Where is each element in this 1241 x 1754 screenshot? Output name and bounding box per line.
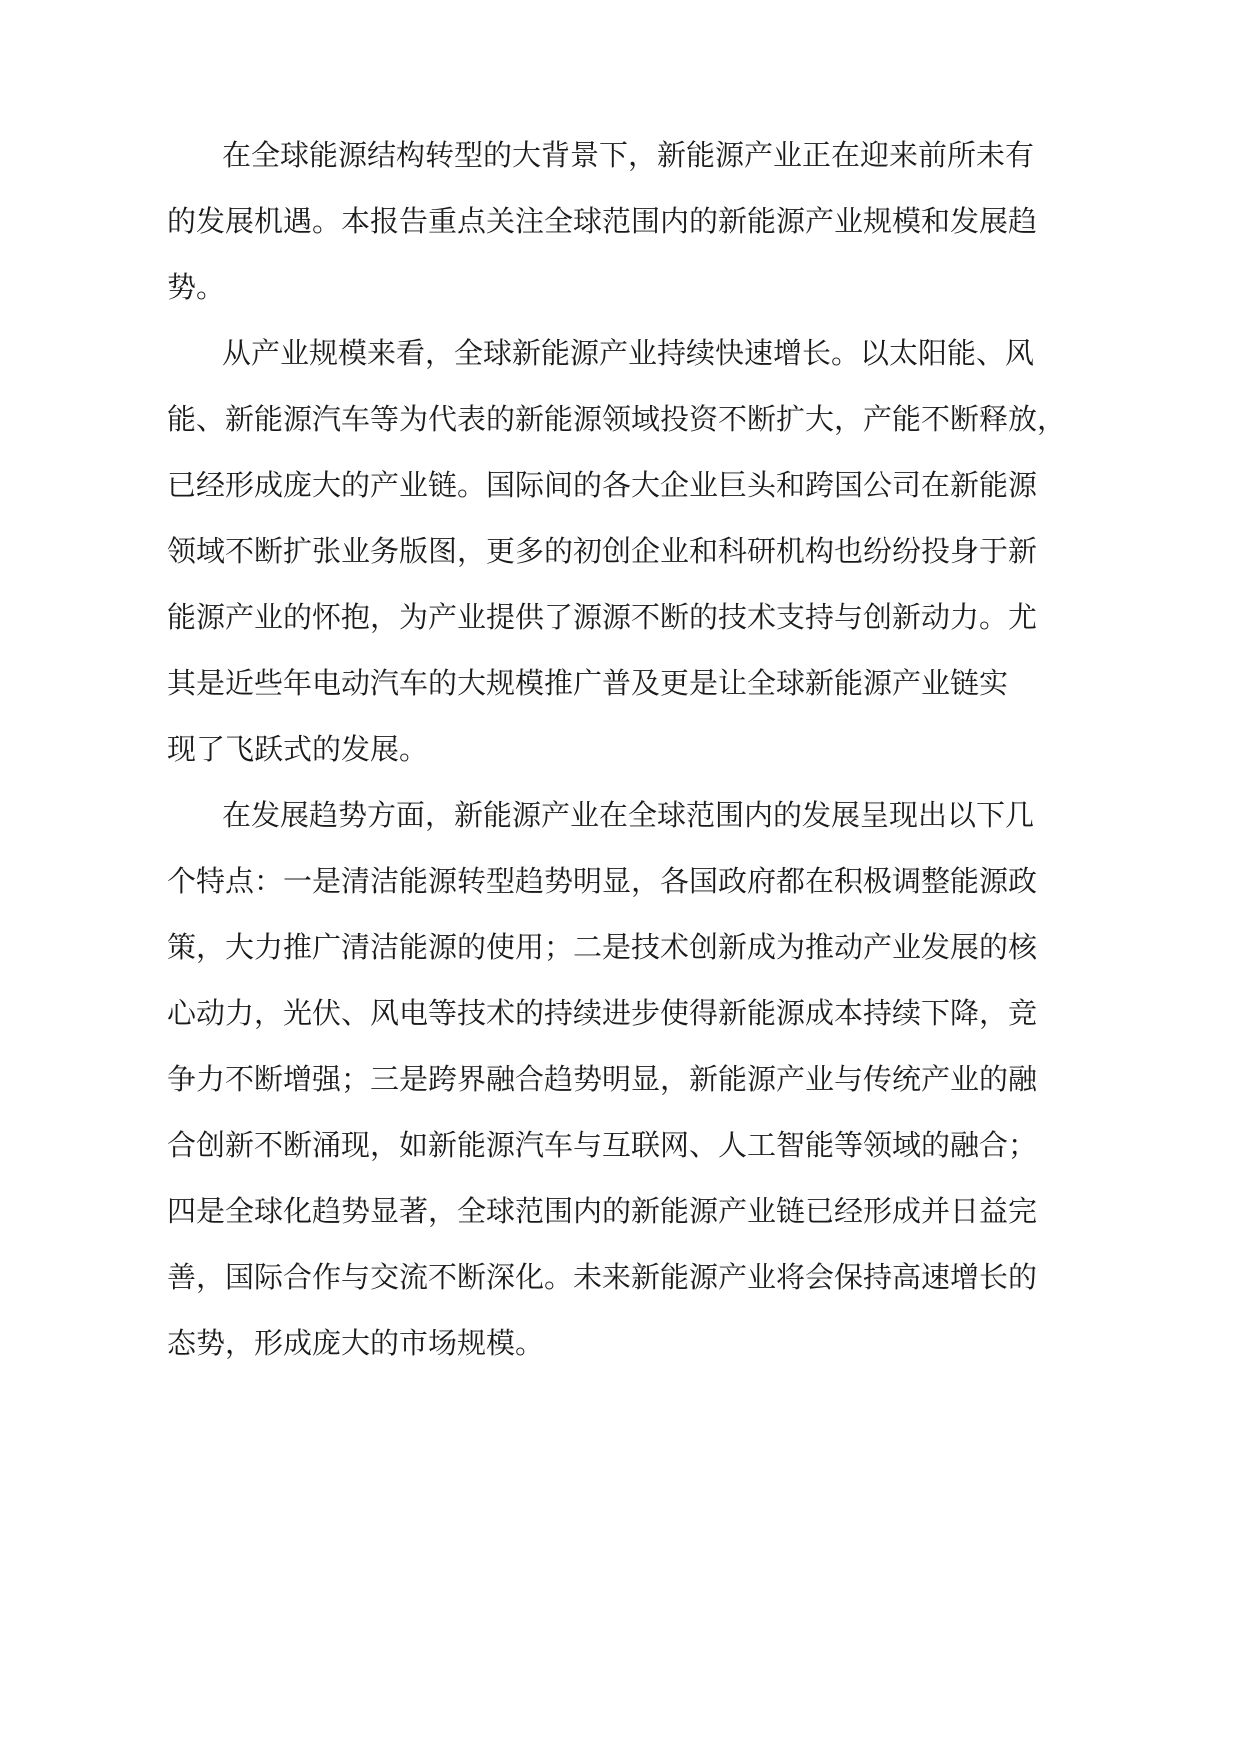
paragraph-3-line-3: 策，大力推广清洁能源的使用；二是技术创新成为推动产业发展的核 — [167, 930, 1038, 964]
paragraph-2-line-1: 从产业规模来看，全球新能源产业持续快速增长。以太阳能、风 — [222, 336, 1035, 370]
paragraph-2-line-5: 能源产业的怀抱，为产业提供了源源不断的技术支持与创新动力。尤 — [167, 600, 1038, 634]
paragraph-2-line-3: 已经形成庞大的产业链。国际间的各大企业巨头和跨国公司在新能源 — [167, 468, 1038, 502]
paragraph-1-line-3: 势。 — [167, 270, 226, 304]
paragraph-2-line-4: 领域不断扩张业务版图，更多的初创企业和科研机构也纷纷投身于新 — [167, 534, 1038, 568]
paragraph-1-line-1: 在全球能源结构转型的大背景下，新能源产业正在迎来前所未有 — [222, 138, 1035, 172]
paragraph-2-line-7: 现了飞跃式的发展。 — [167, 732, 429, 766]
paragraph-3-line-1: 在发展趋势方面，新能源产业在全球范围内的发展呈现出以下几 — [222, 798, 1035, 832]
paragraph-2-line-2: 能、新能源汽车等为代表的新能源领域投资不断扩大，产能不断释放， — [167, 402, 1067, 436]
paragraph-3-line-8: 善，国际合作与交流不断深化。未来新能源产业将会保持高速增长的 — [167, 1260, 1038, 1294]
paragraph-3-line-2: 个特点：一是清洁能源转型趋势明显，各国政府都在积极调整能源政 — [167, 864, 1038, 898]
paragraph-3-line-6: 合创新不断涌现，如新能源汽车与互联网、人工智能等领域的融合； — [167, 1128, 1038, 1162]
paragraph-2-line-6: 其是近些年电动汽车的大规模推广普及更是让全球新能源产业链实 — [167, 666, 1009, 700]
paragraph-3-line-5: 争力不断增强；三是跨界融合趋势明显，新能源产业与传统产业的融 — [167, 1062, 1038, 1096]
paragraph-3-line-4: 心动力，光伏、风电等技术的持续进步使得新能源成本持续下降，竞 — [167, 996, 1038, 1030]
paragraph-3-line-7: 四是全球化趋势显著，全球范围内的新能源产业链已经形成并日益完 — [167, 1194, 1038, 1228]
paragraph-1-line-2: 的发展机遇。本报告重点关注全球范围内的新能源产业规模和发展趋 — [167, 204, 1038, 238]
paragraph-3-line-9: 态势，形成庞大的市场规模。 — [167, 1326, 545, 1360]
